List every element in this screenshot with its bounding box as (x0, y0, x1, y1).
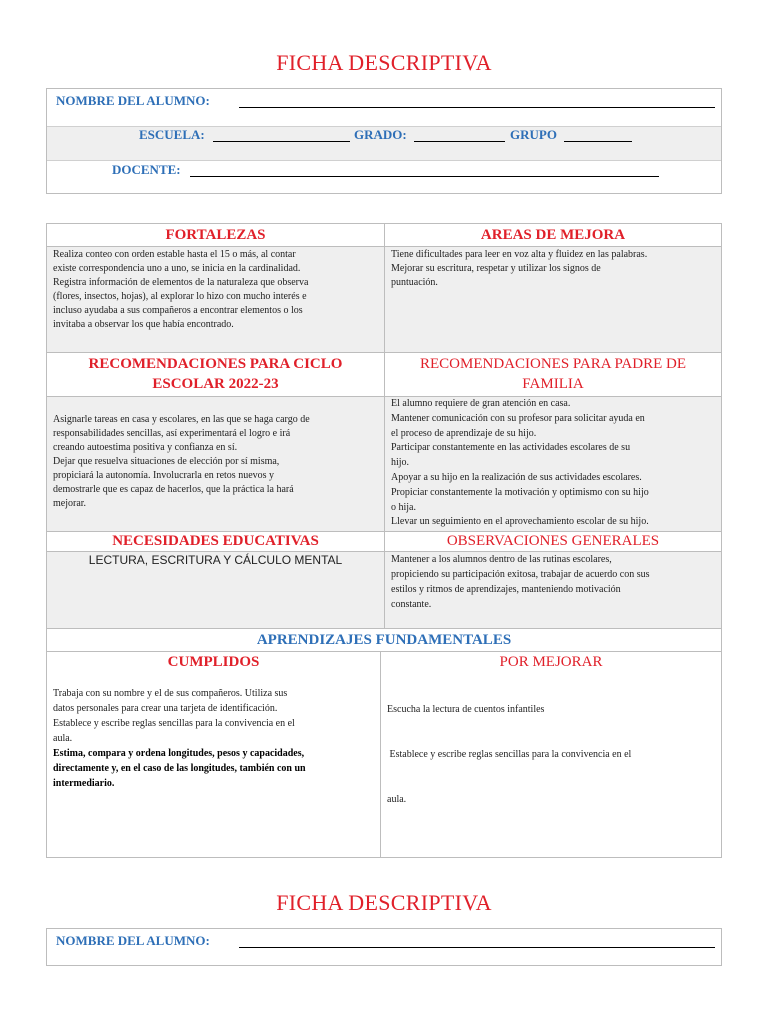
grupo-field[interactable] (564, 129, 632, 142)
text-line: creando autoestima positiva y confianza en sí. (53, 442, 238, 453)
recomendaciones-ciclo-heading (47, 353, 384, 396)
text-line: directamente y, en el caso de las longitudes, también con un (53, 763, 306, 774)
text-line: propiciendo su participación exitosa, trabajar de acuerdo con sus (391, 569, 650, 580)
text-line: Establece y escribe reglas sencillas para la convivencia en el (387, 749, 632, 760)
text-line: Estima, compara y ordena longitudes, pesos y capacidades, (53, 748, 305, 759)
observaciones-heading: OBSERVACIONES GENERALES (446, 533, 660, 549)
recomendaciones-padre-text (385, 397, 721, 531)
por-mejorar-heading: POR MEJORAR (499, 654, 603, 670)
text-line: hijo. (391, 457, 410, 469)
text-line: existe correspondencia uno a uno, se inicia en la cardinalidad. (53, 263, 301, 274)
heading-line: RECOMENDACIONES PARA PADRE DE (419, 356, 687, 372)
text-line: mejorar. (53, 498, 87, 509)
cumplidos-text (47, 672, 380, 858)
text-line: Trabaja con su nombre y el de sus compañeros. Utiliza sus (53, 688, 288, 699)
text-line: Llevar un seguimiento en el aprovechamiento escolar de su hijo. (391, 516, 649, 528)
fortalezas-text (47, 247, 384, 352)
text-line: Mantener comunicación con su profesor para solicitar ayuda en (391, 412, 645, 424)
text-line: aula. (53, 733, 73, 744)
nombre-field-2[interactable] (239, 935, 715, 948)
text-line: Asignarle tareas en casa y escolares, en las que se haga cargo de (53, 414, 310, 425)
grado-label: GRADO: (354, 127, 407, 142)
nombre-field[interactable] (239, 95, 715, 108)
text-line: puntuación. (391, 277, 438, 288)
text-line: el proceso de aprendizaje de su hijo. (391, 427, 537, 439)
heading-line: RECOMENDACIONES PARA CICLO (88, 356, 343, 372)
text-line: Apoyar a su hijo en la realización de sus actividades escolares. (391, 471, 642, 483)
text-line: Registra información de elementos de la naturaleza que observa (53, 277, 309, 288)
text-line: datos personales para crear una tarjeta de identificación. (53, 703, 278, 714)
heading-line: ESCOLAR 2022-23 (152, 376, 279, 392)
por-mejorar-text (381, 672, 721, 858)
text-line: Establece y escribe reglas sencillas para la convivencia en el (53, 718, 295, 729)
escuela-field[interactable] (213, 129, 350, 142)
text-line: propiciará la autonomía. Involucrarla en retos nuevos y (53, 470, 275, 481)
text-line: Participar constantemente en las actividades escolares de su (391, 442, 631, 454)
text-line: Propiciar constantemente la motivación y optimismo con su hijo (391, 486, 649, 498)
nombre-row (47, 89, 721, 126)
text-line: Escucha la lectura de cuentos infantiles (387, 704, 545, 715)
docente-field[interactable] (190, 164, 659, 177)
heading-line: FAMILIA (522, 376, 584, 392)
text-line: intermediario. (53, 778, 115, 789)
text-line: constante. (391, 599, 432, 610)
nombre-label-2: NOMBRE DEL ALUMNO: (56, 933, 210, 948)
text-line: responsabilidades sencillas, así experimentará el logro e irá (53, 428, 291, 439)
text-line: Dejar que resuelva situaciones de elección por sí misma, (53, 456, 280, 467)
necesidades-heading: NECESIDADES EDUCATIVAS (112, 533, 319, 549)
escuela-row (47, 126, 721, 161)
page-title-2: FICHA DESCRIPTIVA (276, 890, 492, 915)
text-line: Mantener a los alumnos dentro de las rutinas escolares, (391, 554, 612, 565)
text-line: demostrarle que es capaz de hacerlos, que la práctica la hará (53, 484, 294, 495)
text-line: Tiene dificultades para leer en voz alta y fluidez en las palabras. (391, 249, 648, 260)
text-line: o hija. (391, 501, 416, 513)
cumplidos-heading: CUMPLIDOS (167, 654, 260, 670)
text-line: incluso ayudaba a sus compañeros a encontrar elementos o los (53, 305, 303, 316)
nombre-label: NOMBRE DEL ALUMNO: (56, 93, 210, 108)
recomendaciones-padre-heading (385, 353, 721, 396)
text-line: El alumno requiere de gran atención en casa. (391, 398, 571, 409)
escuela-label: ESCUELA: (139, 127, 205, 142)
grado-field[interactable] (414, 129, 505, 142)
grupo-label: GRUPO (510, 127, 557, 142)
observaciones-text (385, 552, 721, 628)
recomendaciones-ciclo-text (47, 397, 384, 531)
docente-label: DOCENTE: (112, 162, 181, 177)
student-header (46, 88, 722, 194)
text-line: Mejorar su escritura, respetar y utilizar los signos de (391, 263, 601, 274)
student-header-2 (46, 928, 722, 966)
areas-mejora-heading: AREAS DE MEJORA (480, 227, 626, 243)
areas-mejora-text (385, 247, 721, 352)
aprendizajes-heading: APRENDIZAJES FUNDAMENTALES (256, 632, 512, 648)
text-line: estilos y ritmos de aprendizajes, manteniendo motivación (391, 584, 621, 595)
necesidades-text: LECTURA, ESCRITURA Y CÁLCULO MENTAL (47, 552, 384, 628)
text-line: invitaba a observar los que había encontrado. (53, 319, 234, 330)
page-title: FICHA DESCRIPTIVA (276, 50, 492, 75)
main-table (46, 223, 722, 858)
fortalezas-heading: FORTALEZAS (165, 227, 266, 243)
text-line: (flores, insectos, hojas), al explorar lo hizo con mucho interés e (53, 291, 307, 302)
docente-row (47, 159, 721, 194)
text-line: Realiza conteo con orden estable hasta el 15 o más, al contar (53, 249, 296, 260)
text-line: aula. (387, 794, 407, 805)
